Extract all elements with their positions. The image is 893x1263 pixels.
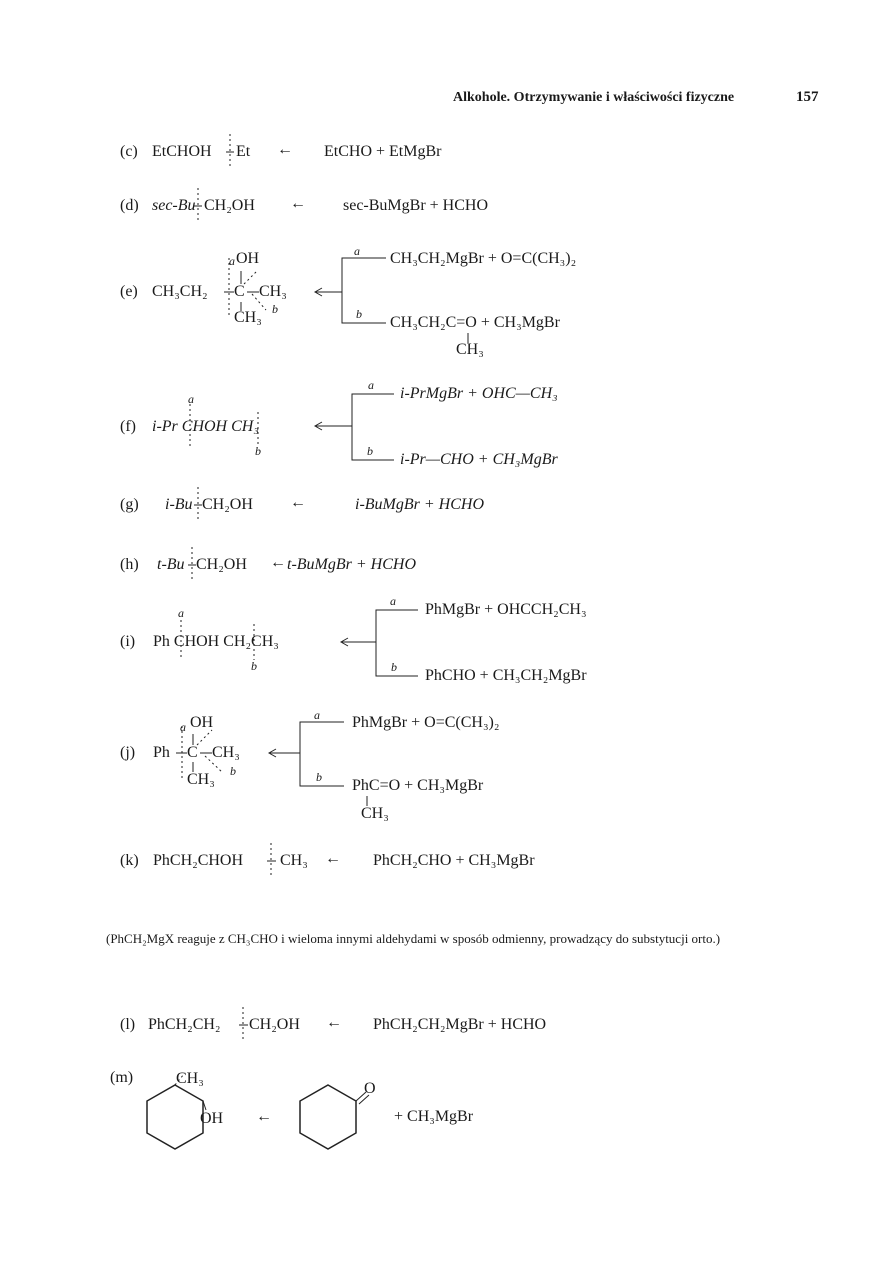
reaction-k-reagents: PhCH₂CHO + CH₃MgBr — [373, 852, 535, 869]
reaction-e-bond-label-a: a — [229, 254, 235, 268]
reaction-j-phenyl: Ph — [153, 744, 170, 761]
reaction-h-arrow: ← — [270, 554, 286, 571]
reaction-c-product-left: EtCHOH — [152, 143, 212, 160]
reaction-f-bracket — [352, 394, 394, 460]
reaction-j-route-b-methyl: CH₃ — [361, 805, 389, 822]
reaction-l-reagents: PhCH₂CH₂MgBr + HCHO — [373, 1016, 547, 1033]
reaction-e-route-b: CH₃CH₂C=O + CH₃MgBr — [390, 314, 560, 331]
reaction-g-reagents: i-BuMgBr + HCHO — [355, 496, 485, 513]
reaction-f-route-b: i-Pr—CHO + CH₃MgBr — [400, 451, 558, 468]
reaction-i-label: (i) — [120, 633, 136, 650]
reaction-e-route-label-b: b — [356, 307, 362, 321]
reaction-m-label: (m) — [110, 1069, 134, 1086]
reaction-j-cut-b-down — [205, 756, 222, 772]
reaction-d-reagents: sec-BuMgBr + HCHO — [343, 197, 489, 214]
reaction-j-oh: OH — [190, 714, 214, 731]
reaction-m-hydroxyl: OH — [200, 1110, 224, 1127]
reaction-m-arrow: ← — [256, 1108, 272, 1125]
running-header: Alkohole. Otrzymywanie i właściwości fizyczne — [453, 90, 735, 105]
reaction-k-label: (k) — [120, 852, 139, 869]
reaction-h-label: (h) — [120, 556, 139, 573]
reaction-l-product-left: PhCH₂CH₂ — [148, 1016, 221, 1033]
reaction-j-bracket — [300, 722, 344, 786]
reaction-e-carbon: C — [234, 283, 245, 300]
reaction-f-route-label-b: b — [367, 444, 373, 458]
reaction-h-product-right: CH₂OH — [196, 556, 247, 573]
reaction-e-methyl-bottom: CH₃ — [234, 309, 262, 326]
reaction-i-bond-label-b: b — [251, 659, 257, 673]
reaction-e-oh: OH — [236, 250, 260, 267]
reaction-e-cut-b-up — [244, 270, 258, 284]
reaction-j-methyl: CH₃ — [212, 744, 240, 761]
reaction-j-label: (j) — [120, 744, 136, 761]
reaction-e-bond-label-b: b — [272, 302, 278, 316]
reaction-d-arrow: ← — [290, 195, 306, 212]
reaction-m-reagent: + CH₃MgBr — [394, 1108, 474, 1125]
reaction-j-carbon: C — [187, 744, 198, 761]
reaction-j-route-a: PhMgBr + O=C(CH₃)₂ — [352, 714, 500, 731]
reaction-m-ketone-oxygen: O — [364, 1080, 376, 1097]
reaction-f-route-a: i-PrMgBr + OHC—CH₃ — [400, 385, 558, 402]
reaction-i-bracket — [376, 610, 418, 676]
reaction-i-route-b: PhCHO + CH₃CH₂MgBr — [425, 667, 587, 684]
reaction-i-product: Ph CHOH CH₂CH₃ — [153, 633, 279, 650]
reaction-f-label: (f) — [120, 418, 136, 435]
reaction-c-arrow: ← — [277, 141, 293, 158]
reaction-l-arrow: ← — [326, 1014, 342, 1031]
reaction-l-label: (l) — [120, 1016, 136, 1033]
reaction-j-bond-label-a: a — [180, 720, 186, 734]
reaction-m-methyl: CH₃ — [176, 1070, 204, 1087]
note-paragraph: (PhCH₂MgX reaguje z CH₃CHO i wieloma innymi aldehydami w sposób odmienny, prowadzący do substytucji orto.) — [106, 931, 721, 946]
reaction-g-arrow: ← — [290, 494, 306, 511]
reaction-h-reagents: t-BuMgBr + HCHO — [287, 556, 417, 573]
reaction-i-route-a: PhMgBr + OHCCH₂CH₃ — [425, 601, 587, 618]
reaction-l-product-right: CH₂OH — [249, 1016, 300, 1033]
reaction-j-cut-b-up — [197, 730, 212, 745]
reaction-f-route-label-a: a — [368, 378, 374, 392]
reaction-g-label: (g) — [120, 496, 139, 513]
reaction-j-route-label-a: a — [314, 708, 320, 722]
reaction-d-label: (d) — [120, 197, 139, 214]
reaction-m-product-ring — [147, 1085, 203, 1149]
reaction-k-product-left: PhCH₂CHOH — [153, 852, 244, 869]
reaction-e-ethyl: CH₃CH₂ — [152, 283, 208, 300]
reaction-g-product-left: i-Bu — [165, 496, 193, 513]
reaction-j-methyl-bottom: CH₃ — [187, 771, 215, 788]
reaction-f-bond-label-a: a — [188, 392, 194, 406]
reaction-m-cut-line — [175, 1074, 184, 1085]
reaction-i-route-label-a: a — [390, 594, 396, 608]
reaction-j-route-b: PhC=O + CH₃MgBr — [352, 777, 484, 794]
reaction-f-product: i-Pr CHOH CH₃ — [152, 418, 259, 435]
reaction-c-reagents: EtCHO + EtMgBr — [324, 143, 442, 160]
reaction-h-product-left: t-Bu — [157, 556, 185, 573]
reaction-e-bracket — [342, 258, 386, 323]
reaction-k-product-right: CH₃ — [280, 852, 308, 869]
reaction-e-route-a: CH₃CH₂MgBr + O=C(CH₃)₂ — [390, 250, 577, 267]
reaction-j-bond-label-b: b — [230, 764, 236, 778]
reaction-e-cut-b-down — [252, 294, 266, 310]
reaction-m-ketone-ring — [300, 1085, 356, 1149]
reaction-g-product-right: CH₂OH — [202, 496, 253, 513]
reaction-f-bond-label-b: b — [255, 444, 261, 458]
reaction-k-arrow: ← — [325, 850, 341, 867]
reaction-c-label: (c) — [120, 143, 138, 160]
reaction-e-route-b-methyl: CH₃ — [456, 341, 484, 358]
reaction-i-route-label-b: b — [391, 660, 397, 674]
reaction-j-route-label-b: b — [316, 770, 322, 784]
reaction-d-product-right: CH₂OH — [204, 197, 255, 214]
page-number: 157 — [796, 89, 819, 105]
reaction-e-route-label-a: a — [354, 244, 360, 258]
reaction-e-label: (e) — [120, 283, 138, 300]
reaction-d-product-left: sec-Bu — [152, 197, 196, 214]
reaction-i-bond-label-a: a — [178, 606, 184, 620]
reaction-e-methyl: CH₃ — [259, 283, 287, 300]
reaction-c-product-right: Et — [236, 143, 251, 160]
